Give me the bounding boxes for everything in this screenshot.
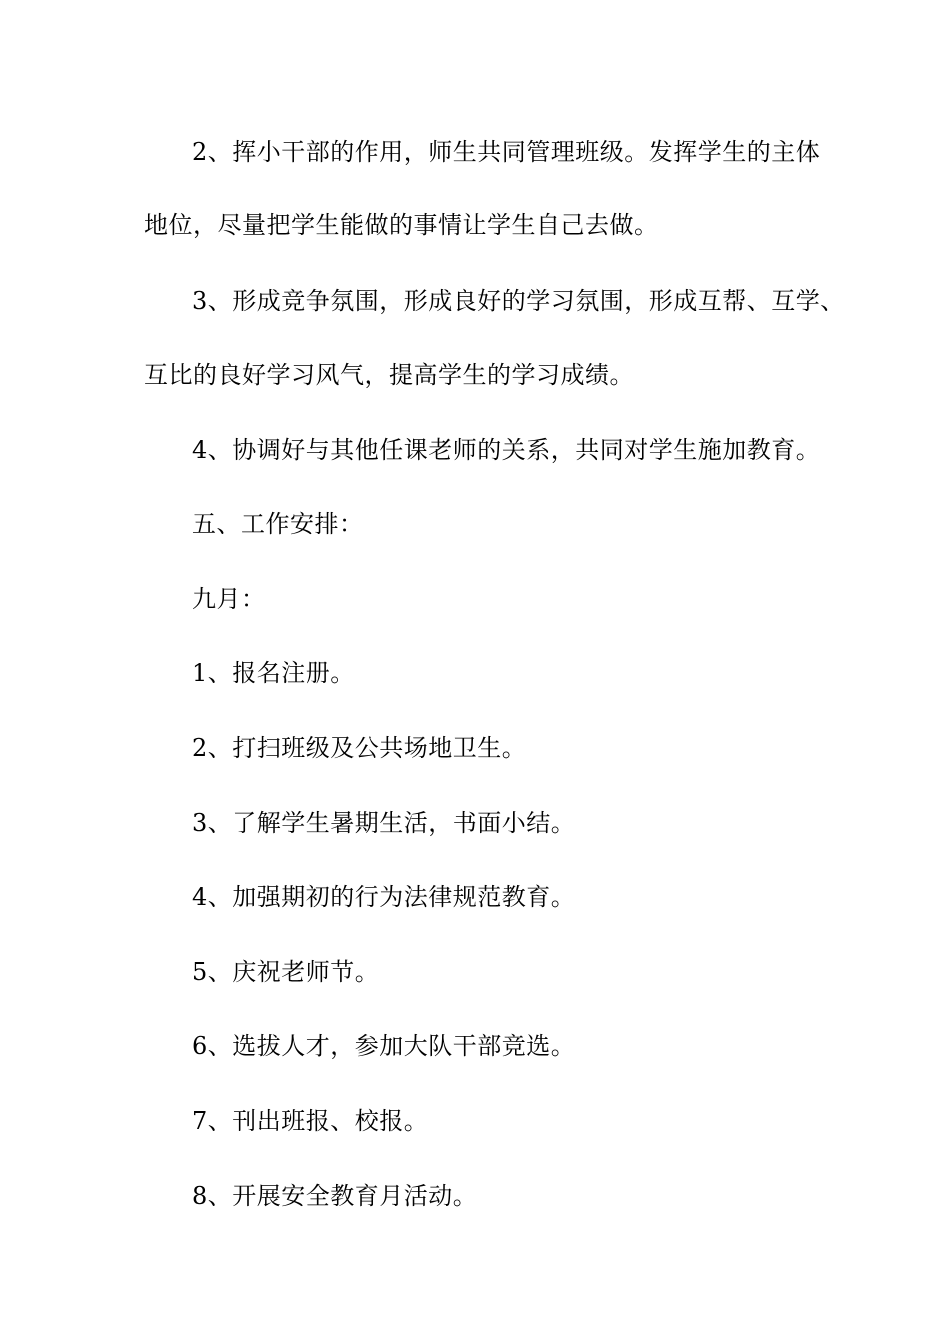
list-item-5: 5、庆祝老师节。	[192, 958, 380, 986]
paragraph-item-2-line-2: 地位，尽量把学生能做的事情让学生自己去做。	[144, 211, 659, 239]
list-item-2: 2、打扫班级及公共场地卫生。	[192, 734, 527, 762]
list-item-4: 4、加强期初的行为法律规范教育。	[192, 883, 576, 911]
paragraph-item-3-line-1: 3、形成竞争氛围，形成良好的学习氛围，形成互帮、互学、	[192, 287, 845, 315]
list-item-7: 7、刊出班报、校报。	[192, 1107, 429, 1135]
section-heading-work-plan: 五、工作安排：	[192, 510, 364, 538]
month-heading-september: 九月：	[192, 585, 266, 613]
paragraph-item-2-line-1: 2、挥小干部的作用，师生共同管理班级。发挥学生的主体	[192, 138, 821, 166]
paragraph-item-4: 4、协调好与其他任课老师的关系，共同对学生施加教育。	[192, 436, 821, 464]
list-item-1: 1、报名注册。	[192, 659, 355, 687]
list-item-6: 6、选拔人才，参加大队干部竞选。	[192, 1032, 576, 1060]
list-item-3: 3、了解学生暑期生活，书面小结。	[192, 809, 576, 837]
paragraph-item-3-line-2: 互比的良好学习风气，提高学生的学习成绩。	[144, 361, 634, 389]
list-item-8: 8、开展安全教育月活动。	[192, 1182, 478, 1210]
